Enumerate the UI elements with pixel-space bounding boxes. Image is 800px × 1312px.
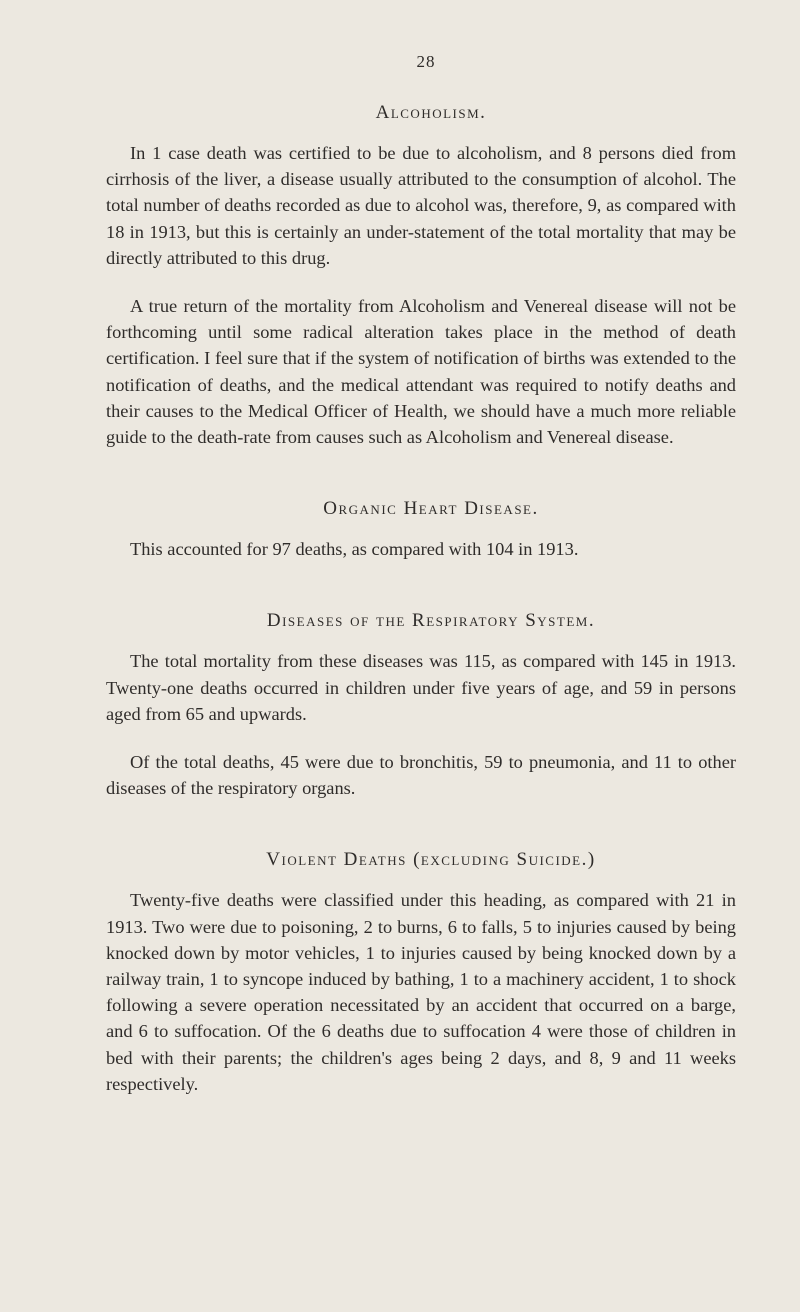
paragraph: In 1 case death was certified to be due to alcoholism, and 8 persons died from cirrhosis of the liver, a disease usually attributed to the consumption of alcohol. The total number of deaths recorded as due to alcohol was, therefore, 9, as compared with 18 in 1913, but this is certainly an under-statement of the total mortality that may be directly attributed to this drug. [106,143,736,268]
section-respiratory-diseases [106,610,736,801]
section-heading: Organic Heart Disease. [323,498,539,520]
section-alcoholism [106,102,736,450]
paragraph: This accounted for 97 deaths, as compared with 104 in 1913. [130,539,579,560]
paragraph: The total mortality from these diseases was 115, as compared with 145 in 1913. Twenty-one deaths occurred in children under five years of age, and 59 in persons aged from 65 and upwards. [106,651,736,724]
paragraph: A true return of the mortality from Alcoholism and Venereal disease will not be forthcoming until some radical alteration takes place in the method of death certification. I feel sure that if the system of notification of births was extended to the notification of deaths, and the medical attendant was required to notify deaths and their causes to the Medical Officer of Health, we should have a much more reliable guide to the death-rate from causes such as Alcoholism and Venereal disease. [106,296,736,448]
section-violent-deaths [106,849,736,1097]
section-heading: Alcoholism. [375,102,487,123]
section-heading: Violent Deaths (excluding Suicide.) [266,849,596,871]
page-number: 28 [416,52,436,71]
section-heading: Diseases of the Respiratory System. [266,610,596,632]
paragraph: Twenty-five deaths were classified under this heading, as compared with 21 in 1913. Two were due to poisoning, 2 to burns, 6 to falls, 5 to injuries caused by being knocked down by motor vehicles, 1 to injuries caused by being knocked down by a railway train, 1 to syncope induced by bathing, 1 to a machinery accident, 1 to shock following a severe operation necessitated by an accident that occurred on a barge, and 6 to suffocation. Of the 6 deaths due to suffocation 4 were those of children in bed with their parents; the children's ages being 2 days, and 8, 9 and 11 weeks respectively. [106,890,736,1094]
paragraph: Of the total deaths, 45 were due to bronchitis, 59 to pneumonia, and 11 to other diseases of the respiratory organs. [106,752,736,799]
section-organic-heart-disease [106,498,736,562]
